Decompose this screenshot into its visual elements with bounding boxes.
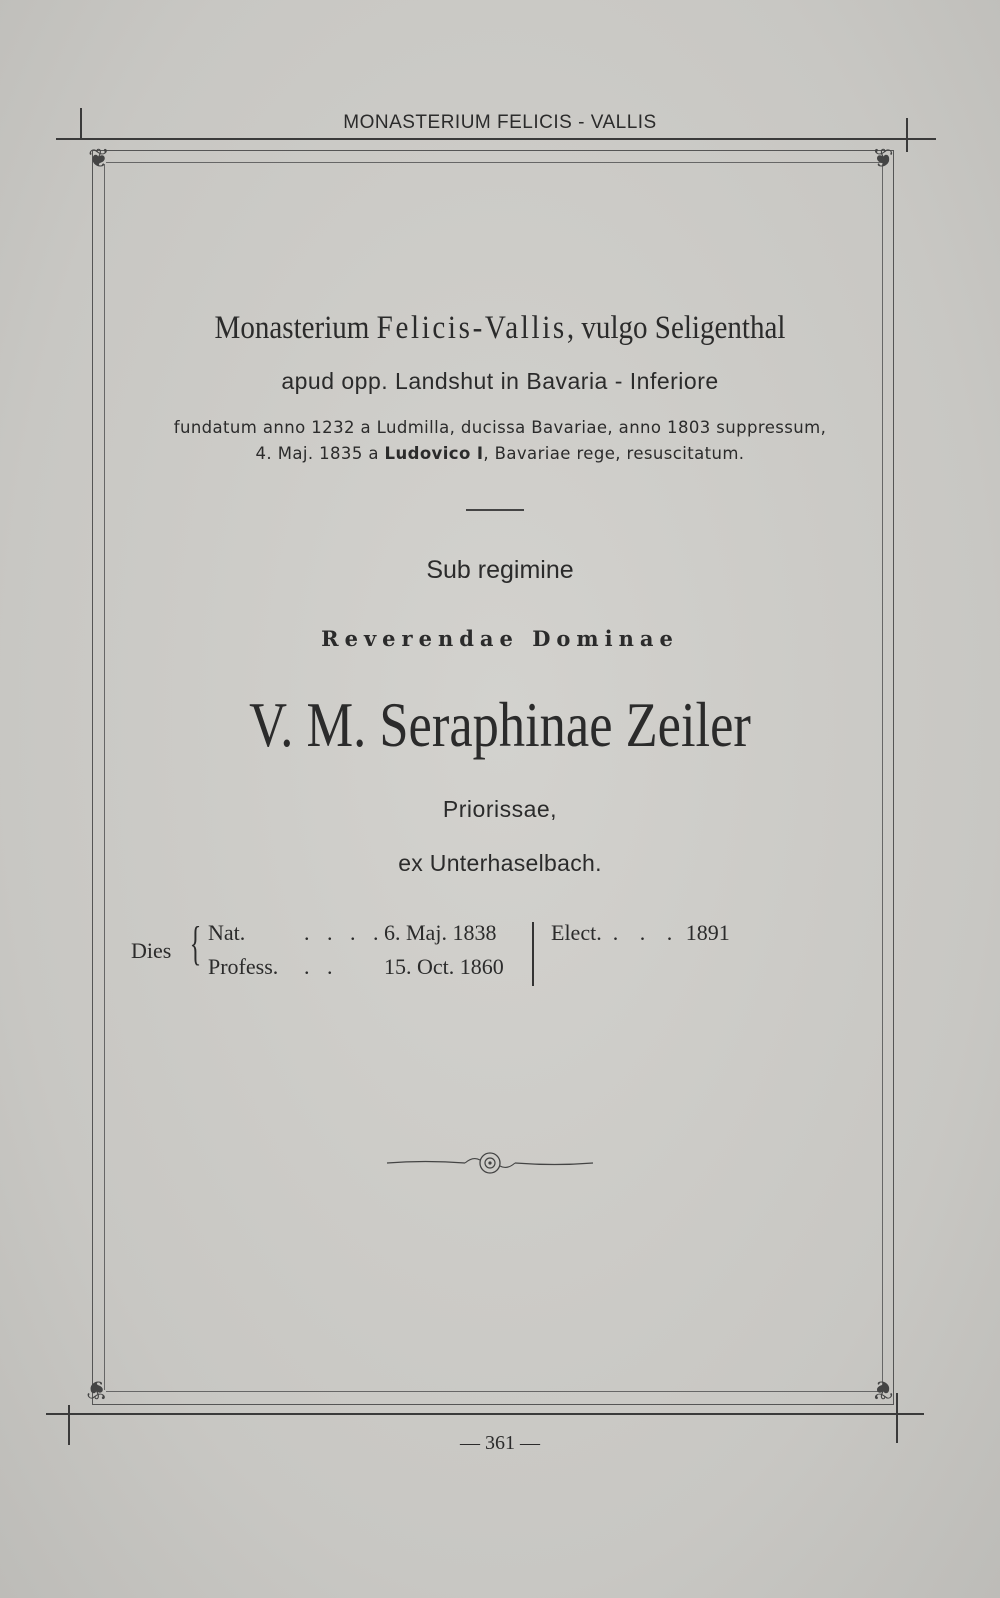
location-subtitle: apud opp. Landshut in Bavaria - Inferiore	[281, 368, 719, 394]
title-part3: , vulgo Seligenthal	[566, 310, 786, 346]
elect-dots: . . .	[612, 920, 681, 945]
nat-value: 6. Maj. 1838	[384, 920, 497, 945]
corner-ornament-top-left-icon: ❦	[88, 144, 110, 174]
reverendae-dominae: Reverendae Dominae	[321, 626, 679, 651]
brace-icon: {	[189, 917, 202, 970]
header-rule	[56, 138, 936, 140]
footer-rule	[46, 1413, 924, 1415]
nat-dots: . . . .	[304, 920, 385, 945]
office-title: Priorissae,	[442, 796, 558, 822]
profess-row	[208, 954, 504, 980]
flourish-ornament-icon	[385, 1148, 595, 1178]
dates-separator	[532, 922, 534, 986]
nat-row	[208, 920, 496, 946]
dates-block	[0, 918, 1000, 988]
header-rule-tick-right	[906, 118, 908, 152]
profess-dots: . .	[304, 954, 339, 979]
profess-label: Profess.	[208, 954, 279, 979]
elect-row	[551, 920, 730, 946]
foundation-line-2-bold: Ludovico I	[384, 444, 484, 463]
page-number: — 361 —	[460, 1432, 540, 1454]
corner-ornament-top-right-icon: ❦	[872, 144, 894, 174]
frame-inner-right	[882, 164, 883, 1390]
foundation-line-2	[0, 444, 1000, 463]
foundation-line-2-prefix: 4. Maj. 1835 a	[255, 444, 385, 463]
header-rule-tick-left	[80, 108, 82, 140]
title-part2: Felicis-Vallis	[376, 310, 567, 346]
elect-label: Elect.	[551, 920, 602, 945]
nat-label: Nat.	[208, 920, 246, 945]
prioress-name: V. M. Seraphinae Zeiler	[249, 689, 751, 760]
running-head: MONASTERIUM FELICIS - VALLIS	[343, 112, 657, 133]
monastery-title	[60, 310, 940, 347]
sub-regimine: Sub regimine	[426, 556, 574, 584]
frame-inner-top	[106, 162, 882, 163]
frame-inner-bottom	[106, 1391, 882, 1392]
profess-value: 15. Oct. 1860	[384, 954, 504, 979]
foundation-line-1: fundatum anno 1232 a Ludmilla, ducissa Bavariae, anno 1803 suppressum,	[173, 418, 827, 437]
section-divider	[466, 509, 524, 511]
dies-label: Dies	[131, 938, 172, 963]
corner-ornament-bottom-left-icon: ❦	[86, 1374, 108, 1404]
frame-inner-left	[104, 164, 105, 1390]
foundation-line-2-suffix: , Bavariae rege, resuscitatum.	[483, 444, 745, 463]
elect-value: 1891	[685, 920, 730, 945]
title-part1: Monasterium	[214, 310, 377, 346]
corner-ornament-bottom-right-icon: ❦	[872, 1374, 894, 1404]
origin-place: ex Unterhaselbach.	[398, 850, 602, 876]
